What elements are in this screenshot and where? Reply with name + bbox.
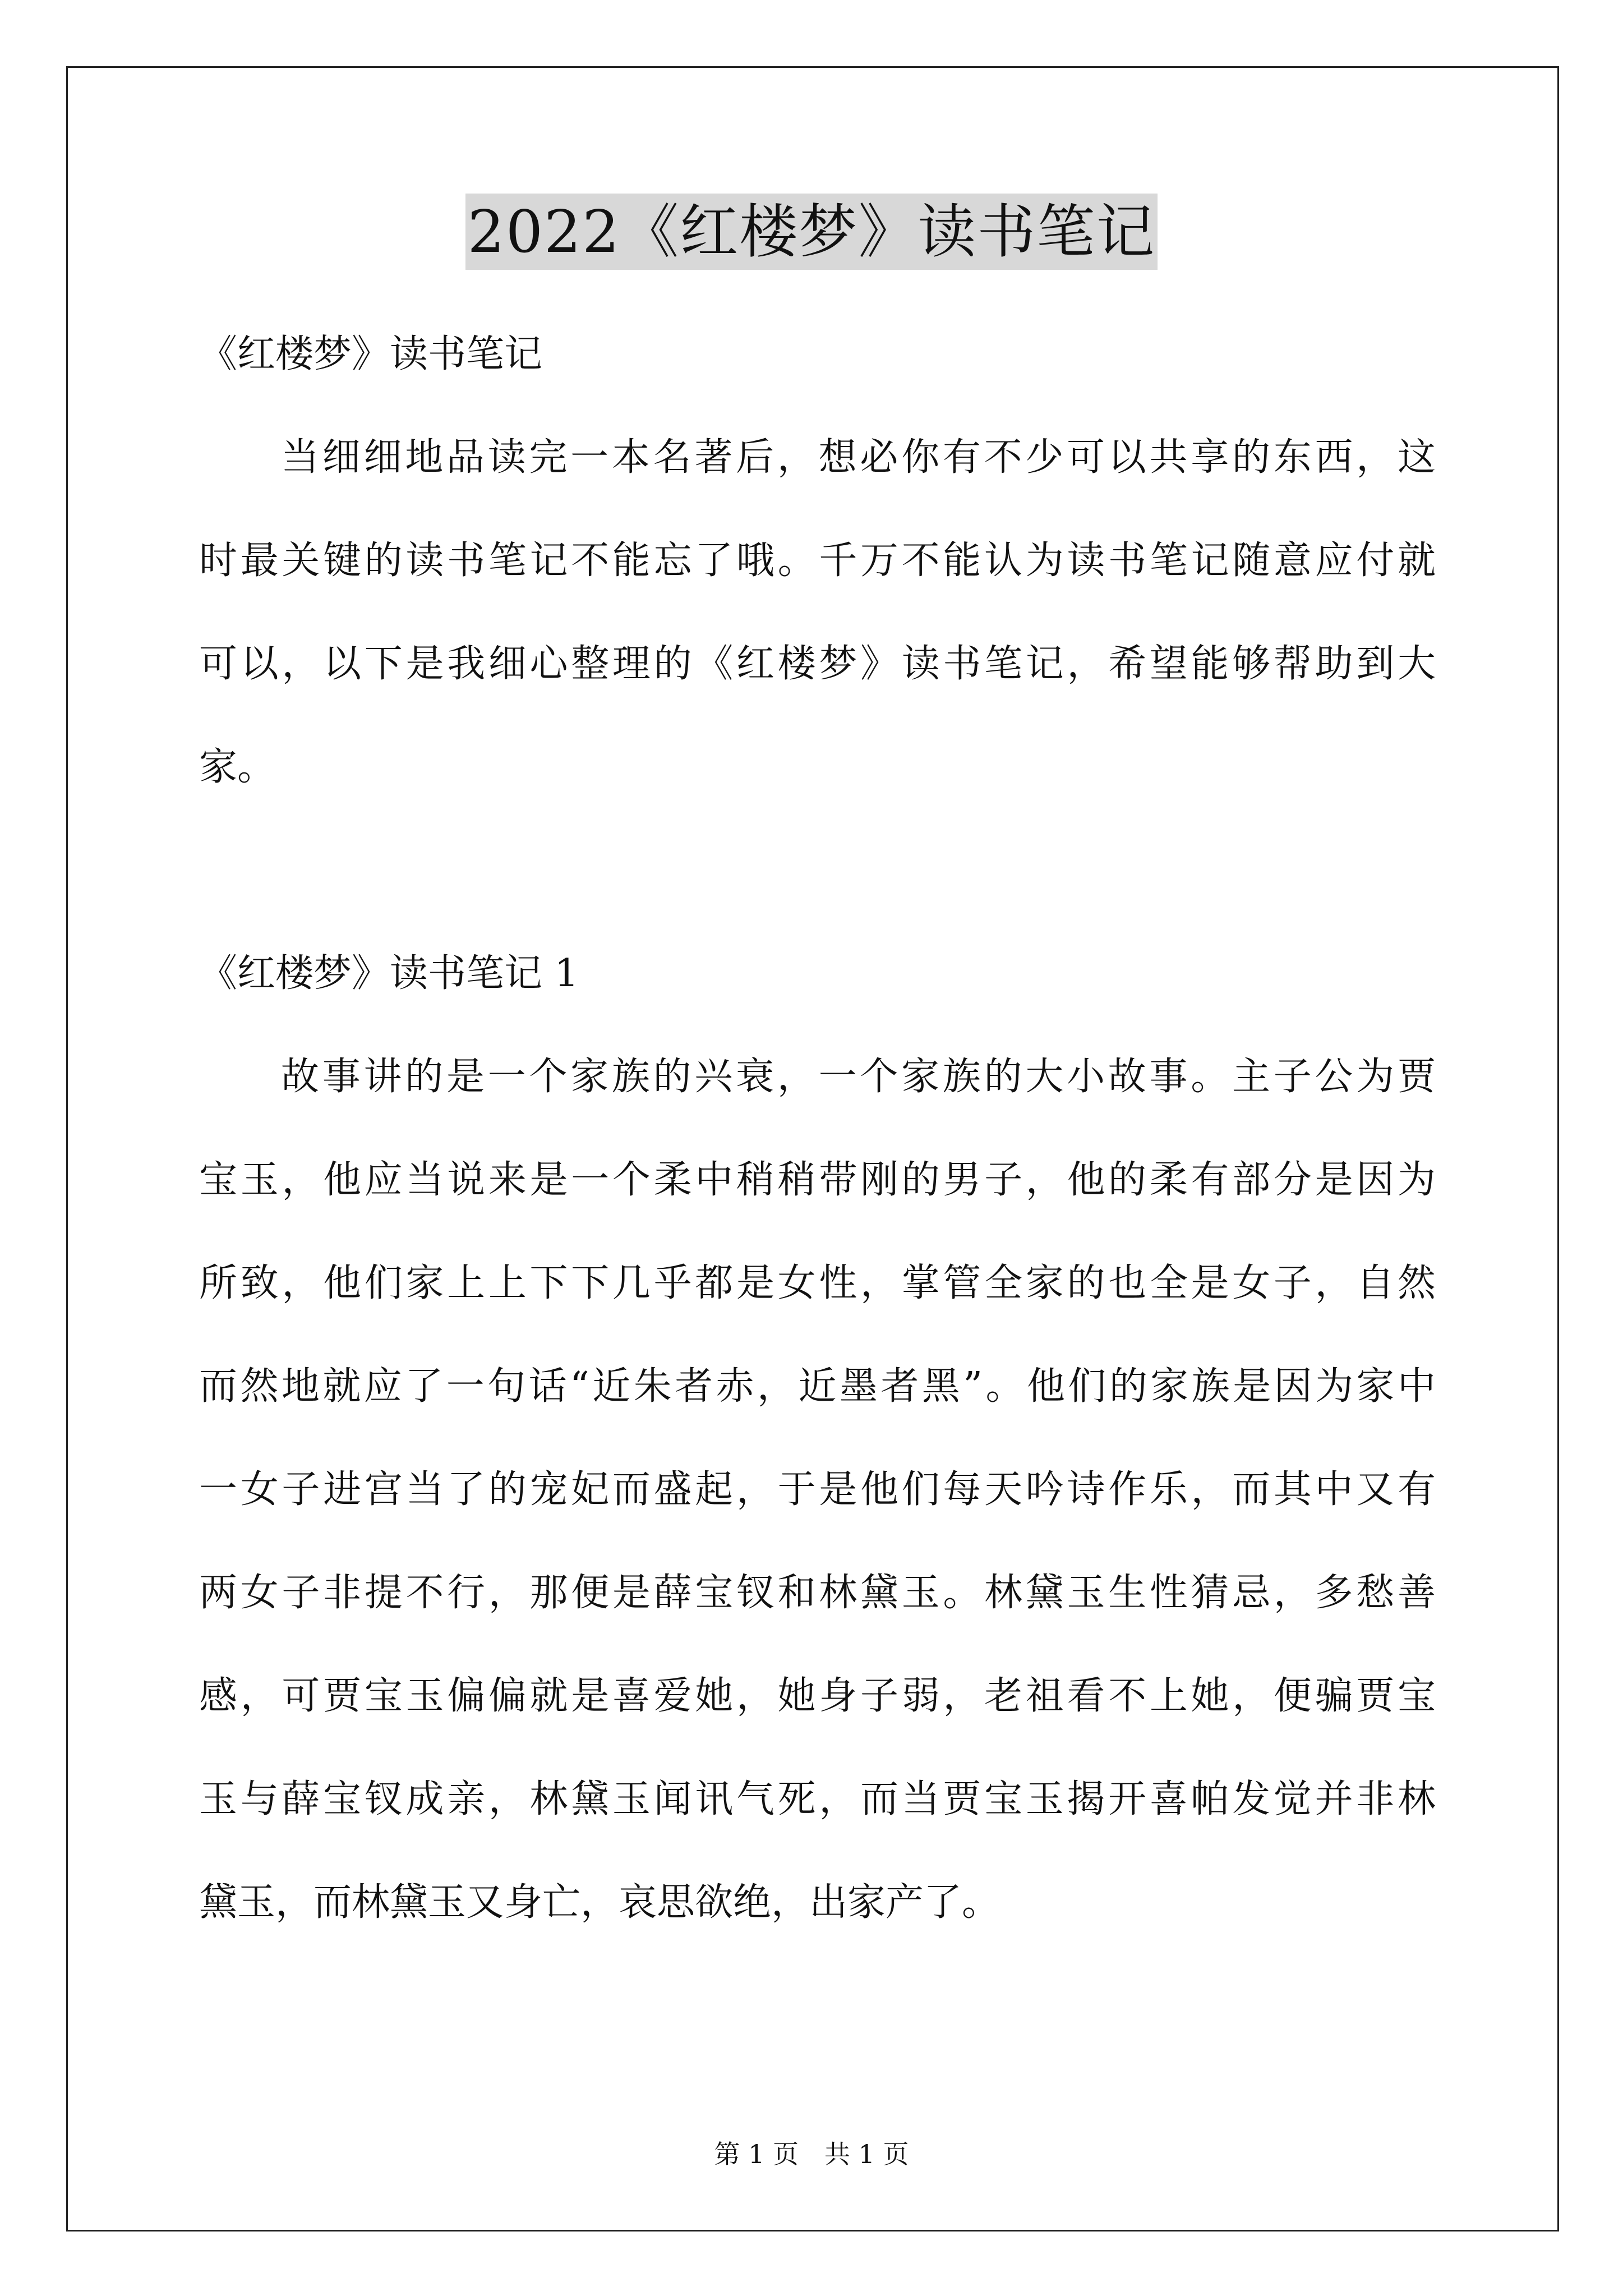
intro-heading: 《红楼梦》读书笔记 — [199, 332, 543, 376]
section-heading: 《红楼梦》读书笔记 1 — [199, 951, 579, 996]
section-line: 两女子非提不行，那便是薛宝钗和林黛玉。林黛玉生性猜忌，多愁善 — [199, 1571, 1436, 1615]
section-line: 宝玉，他应当说来是一个柔中稍稍带刚的男子，他的柔有部分是因为 — [199, 1158, 1436, 1202]
document-title: 2022《红楼梦》读书笔记 — [465, 194, 1158, 270]
intro-line: 时最关键的读书笔记不能忘了哦。千万不能认为读书笔记随意应付就 — [199, 539, 1436, 583]
document-body — [199, 303, 1436, 1954]
paragraph-gap — [199, 819, 1436, 922]
intro-line: 当细细地品读完一本名著后，想必你有不少可以共享的东西，这 — [281, 435, 1436, 480]
intro-line: 家。 — [199, 745, 276, 789]
section-line: 感，可贾宝玉偏偏就是喜爱她，她身子弱，老祖看不上她，便骗贾宝 — [199, 1674, 1436, 1718]
intro-line: 可以，以下是我细心整理的《红楼梦》读书笔记，希望能够帮助到大 — [199, 642, 1436, 686]
page-footer: 第 1 页 共 1 页 — [714, 2139, 909, 2169]
section-line: 玉与薛宝钗成亲，林黛玉闻讯气死，而当贾宝玉揭开喜帕发觉并非林 — [199, 1777, 1436, 1821]
section-line: 黛玉，而林黛玉又身亡，哀思欲绝，出家产了。 — [199, 1880, 1000, 1925]
section-line: 故事讲的是一个家族的兴衰，一个家族的大小故事。主子公为贾 — [281, 1055, 1436, 1099]
title-container — [0, 194, 1623, 270]
section-line: 一女子进宫当了的宠妃而盛起，于是他们每天吟诗作乐，而其中又有 — [199, 1467, 1436, 1512]
section-line: 所致，他们家上上下下几乎都是女性，掌管全家的也全是女子，自然 — [199, 1261, 1436, 1305]
section-line: 而然地就应了一句话“近朱者赤，近墨者黑”。他们的家族是因为家中 — [199, 1364, 1436, 1409]
